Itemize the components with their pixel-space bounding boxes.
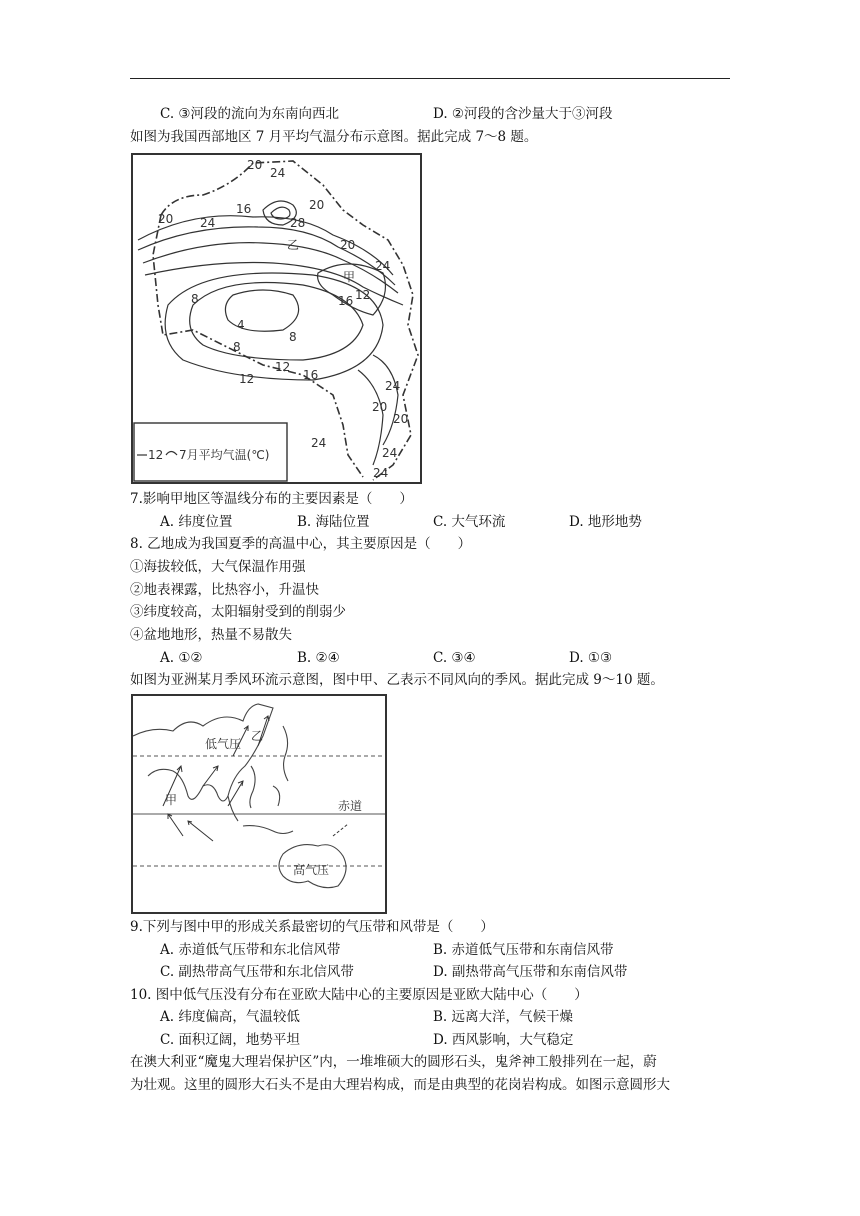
contour-label: 20 (393, 412, 409, 426)
q9-option-d[interactable]: D. 副热带高气压带和东南信风带 (433, 964, 628, 980)
contour-label: 24 (385, 379, 401, 393)
contour-label: 4 (237, 318, 245, 332)
contour-label: 24 (382, 446, 398, 460)
q9-option-b[interactable]: B. 赤道低气压带和东南信风带 (433, 942, 614, 958)
q7-option-a[interactable]: A. 纬度位置 (160, 514, 233, 530)
contour-label: 8 (289, 330, 297, 344)
contour-label: 16 (338, 294, 354, 308)
q8-option-a[interactable]: A. ①② (160, 650, 203, 666)
contour-label: 24 (200, 216, 216, 230)
intro-9-10: 如图为亚洲某月季风环流示意图，图中甲、乙表示不同风向的季风。据此完成 9～10 题。 (130, 672, 664, 688)
q6-option-d[interactable]: D. ②河段的含沙量大于③河段 (433, 106, 613, 122)
high-pressure-label: 高气压 (293, 863, 330, 877)
q8-statement-1: ①海拔较低，大气保温作用强 (130, 559, 306, 575)
q8-option-d[interactable]: D. ①③ (569, 650, 613, 666)
q8-statement-2: ②地表裸露，比热容小，升温快 (130, 582, 319, 598)
equator-label: 赤道 (338, 799, 363, 813)
yi-label: 乙 (251, 729, 264, 743)
intro-7-8: 如图为我国西部地区 7 月平均气温分布示意图。据此完成 7～8 题。 (130, 129, 538, 145)
legend-text: 7月平均气温(℃) (179, 448, 270, 462)
q7-option-c[interactable]: C. 大气环流 (433, 514, 506, 530)
q6-option-c[interactable]: C. ③河段的流向为东南向西北 (160, 106, 340, 122)
contour-label: 20 (158, 212, 174, 226)
region-jia-label: 甲 (343, 270, 356, 284)
contour-label: 16 (236, 202, 252, 216)
q9-option-c[interactable]: C. 副热带高气压带和东北信风带 (160, 964, 354, 980)
contour-label: 24 (270, 166, 286, 180)
jia-label: 甲 (165, 793, 178, 807)
q8-option-b[interactable]: B. ②④ (297, 650, 340, 666)
q7-option-d[interactable]: D. 地形地势 (569, 514, 642, 530)
contour-label: 8 (233, 340, 241, 354)
q9-stem: 9.下列与图中甲的形成关系最密切的气压带和风带是（ ） (130, 919, 494, 935)
passage-line-2: 为壮观。这里的圆形大石头不是由大理岩构成，而是由典型的花岗岩构成。如图示意圆形大 (130, 1077, 670, 1093)
q8-statement-4: ④盆地地形，热量不易散失 (130, 627, 292, 643)
contour-label: 24 (311, 436, 327, 450)
q9-option-a[interactable]: A. 赤道低气压带和东北信风带 (160, 942, 341, 958)
q8-option-c[interactable]: C. ③④ (433, 650, 476, 666)
legend-value: 12 (148, 448, 164, 462)
contour-label: 12 (275, 360, 291, 374)
q10-option-d[interactable]: D. 西风影响，大气稳定 (433, 1032, 574, 1048)
region-yi-label: 乙 (287, 238, 300, 252)
contour-label: 12 (239, 372, 255, 386)
low-pressure-label: 低气压 (205, 737, 242, 751)
q8-stem: 8. 乙地成为我国夏季的高温中心，其主要原因是（ ） (130, 536, 472, 552)
contour-label: 28 (290, 216, 306, 230)
q7-option-b[interactable]: B. 海陆位置 (297, 514, 370, 530)
contour-label: 20 (372, 400, 388, 414)
temperature-map (131, 153, 422, 484)
header-rule (130, 78, 730, 79)
contour-label: 8 (191, 292, 199, 306)
contour-label: 20 (340, 238, 356, 252)
contour-label: 16 (303, 368, 319, 382)
q10-option-c[interactable]: C. 面积辽阔，地势平坦 (160, 1032, 300, 1048)
monsoon-map (131, 694, 387, 914)
q10-option-a[interactable]: A. 纬度偏高，气温较低 (160, 1009, 300, 1025)
contour-label: 12 (355, 288, 371, 302)
contour-label: 24 (375, 259, 391, 273)
contour-label: 20 (309, 198, 325, 212)
q8-statement-3: ③纬度较高，太阳辐射受到的削弱少 (130, 604, 346, 620)
contour-label: 20 (247, 158, 263, 172)
q10-stem: 10. 图中低气压没有分布在亚欧大陆中心的主要原因是亚欧大陆中心（ ） (130, 987, 588, 1003)
contour-label: 24 (373, 466, 389, 480)
passage-line-1: 在澳大利亚“魔鬼大理岩保护区”内，一堆堆硕大的圆形石头，鬼斧神工般排列在一起，蔚 (130, 1054, 657, 1070)
q7-stem: 7.影响甲地区等温线分布的主要因素是（ ） (130, 491, 413, 507)
q10-option-b[interactable]: B. 远离大洋，气候干燥 (433, 1009, 574, 1025)
